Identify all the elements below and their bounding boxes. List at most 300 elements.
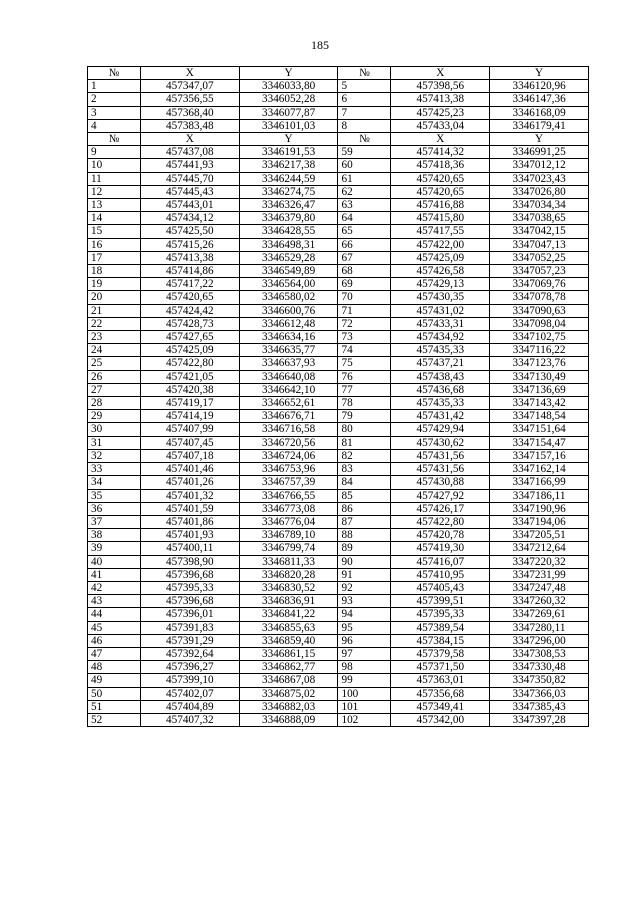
x-coordinate-cell: 457435,33: [391, 344, 490, 357]
table-row: [88, 647, 589, 660]
x-coordinate-cell: 457426,17: [391, 502, 490, 515]
table-row: [88, 278, 589, 291]
point-number-cell: 102: [338, 713, 391, 726]
y-coordinate-cell: 3347151,64: [490, 423, 589, 436]
y-coordinate-cell: 3346600,76: [239, 304, 338, 317]
point-number-cell: 10: [88, 159, 141, 172]
column-header: №: [338, 133, 391, 146]
point-number-cell: 64: [338, 212, 391, 225]
y-coordinate-cell: 3346168,09: [490, 106, 589, 119]
table-row: [88, 621, 589, 634]
y-coordinate-cell: 3347130,49: [490, 370, 589, 383]
point-number-cell: 3: [88, 106, 141, 119]
table-row: [88, 291, 589, 304]
x-coordinate-cell: 457396,68: [140, 568, 239, 581]
table-row: [88, 397, 589, 410]
table-row: [88, 344, 589, 357]
x-coordinate-cell: 457436,68: [391, 383, 490, 396]
column-header: Y: [490, 67, 589, 80]
y-coordinate-cell: 3346635,77: [239, 344, 338, 357]
table-row: [88, 674, 589, 687]
y-coordinate-cell: 3347078,78: [490, 291, 589, 304]
x-coordinate-cell: 457416,07: [391, 555, 490, 568]
y-coordinate-cell: 3347296,00: [490, 634, 589, 647]
y-coordinate-cell: 3346217,38: [239, 159, 338, 172]
point-number-cell: 19: [88, 278, 141, 291]
point-number-cell: 17: [88, 251, 141, 264]
point-number-cell: 91: [338, 568, 391, 581]
table-row: [88, 502, 589, 515]
x-coordinate-cell: 457431,56: [391, 449, 490, 462]
table-row: [88, 608, 589, 621]
column-header: Y: [490, 133, 589, 146]
point-number-cell: 41: [88, 568, 141, 581]
x-coordinate-cell: 457413,38: [140, 251, 239, 264]
column-header: X: [391, 67, 490, 80]
x-coordinate-cell: 457418,36: [391, 159, 490, 172]
y-coordinate-cell: 3346882,03: [239, 700, 338, 713]
x-coordinate-cell: 457389,54: [391, 621, 490, 634]
y-coordinate-cell: 3346789,10: [239, 529, 338, 542]
table-row: [88, 304, 589, 317]
x-coordinate-cell: 457424,42: [140, 304, 239, 317]
x-coordinate-cell: 457391,29: [140, 634, 239, 647]
y-coordinate-cell: 3346820,28: [239, 568, 338, 581]
x-coordinate-cell: 457356,55: [140, 93, 239, 106]
y-coordinate-cell: 3347220,32: [490, 555, 589, 568]
point-number-cell: 36: [88, 502, 141, 515]
point-number-cell: 22: [88, 317, 141, 330]
x-coordinate-cell: 457420,78: [391, 529, 490, 542]
table-row: [88, 423, 589, 436]
y-coordinate-cell: 3347047,13: [490, 238, 589, 251]
point-number-cell: 69: [338, 278, 391, 291]
point-number-cell: 4: [88, 119, 141, 132]
column-header: X: [391, 133, 490, 146]
y-coordinate-cell: 3347194,06: [490, 515, 589, 528]
y-coordinate-cell: 3347034,34: [490, 199, 589, 212]
y-coordinate-cell: 3346634,16: [239, 331, 338, 344]
table-row: [88, 687, 589, 700]
point-number-cell: 28: [88, 397, 141, 410]
x-coordinate-cell: 457396,68: [140, 595, 239, 608]
x-coordinate-cell: 457420,65: [140, 291, 239, 304]
x-coordinate-cell: 457416,88: [391, 199, 490, 212]
point-number-cell: 65: [338, 225, 391, 238]
table-row: [88, 515, 589, 528]
y-coordinate-cell: 3347148,54: [490, 410, 589, 423]
x-coordinate-cell: 457414,86: [140, 265, 239, 278]
point-number-cell: 70: [338, 291, 391, 304]
table-row: [88, 370, 589, 383]
table-row: [88, 251, 589, 264]
x-coordinate-cell: 457401,59: [140, 502, 239, 515]
point-number-cell: 12: [88, 185, 141, 198]
table-row: [88, 489, 589, 502]
y-coordinate-cell: 3347157,16: [490, 449, 589, 462]
point-number-cell: 74: [338, 344, 391, 357]
table-row: [88, 357, 589, 370]
y-coordinate-cell: 3347154,47: [490, 436, 589, 449]
table-row: [88, 199, 589, 212]
point-number-cell: 52: [88, 713, 141, 726]
point-number-cell: 45: [88, 621, 141, 634]
point-number-cell: 78: [338, 397, 391, 410]
x-coordinate-cell: 457414,32: [391, 146, 490, 159]
y-coordinate-cell: 3347069,76: [490, 278, 589, 291]
point-number-cell: 49: [88, 674, 141, 687]
y-coordinate-cell: 3346244,59: [239, 172, 338, 185]
y-coordinate-cell: 3346861,15: [239, 647, 338, 660]
point-number-cell: 37: [88, 515, 141, 528]
y-coordinate-cell: 3347143,42: [490, 397, 589, 410]
table-row: [88, 383, 589, 396]
point-number-cell: 38: [88, 529, 141, 542]
point-number-cell: 23: [88, 331, 141, 344]
x-coordinate-cell: 457400,11: [140, 542, 239, 555]
y-coordinate-cell: 3347212,64: [490, 542, 589, 555]
y-coordinate-cell: 3347205,51: [490, 529, 589, 542]
point-number-cell: 83: [338, 463, 391, 476]
y-coordinate-cell: 3346676,71: [239, 410, 338, 423]
y-coordinate-cell: 3346855,63: [239, 621, 338, 634]
point-number-cell: 13: [88, 199, 141, 212]
x-coordinate-cell: 457407,45: [140, 436, 239, 449]
table-row: [88, 80, 589, 93]
x-coordinate-cell: 457443,01: [140, 199, 239, 212]
point-number-cell: 40: [88, 555, 141, 568]
table-row: [88, 146, 589, 159]
point-number-cell: 27: [88, 383, 141, 396]
y-coordinate-cell: 3346498,31: [239, 238, 338, 251]
table-row: [88, 555, 589, 568]
point-number-cell: 39: [88, 542, 141, 555]
y-coordinate-cell: 3347186,11: [490, 489, 589, 502]
y-coordinate-cell: 3346859,40: [239, 634, 338, 647]
x-coordinate-cell: 457404,89: [140, 700, 239, 713]
x-coordinate-cell: 457401,26: [140, 476, 239, 489]
table-row: [88, 529, 589, 542]
x-coordinate-cell: 457401,46: [140, 463, 239, 476]
point-number-cell: 44: [88, 608, 141, 621]
y-coordinate-cell: 3347136,69: [490, 383, 589, 396]
x-coordinate-cell: 457429,94: [391, 423, 490, 436]
point-number-cell: 67: [338, 251, 391, 264]
x-coordinate-cell: 457342,00: [391, 713, 490, 726]
table-row: [88, 172, 589, 185]
point-number-cell: 77: [338, 383, 391, 396]
table-row: [88, 542, 589, 555]
table-row: [88, 700, 589, 713]
point-number-cell: 51: [88, 700, 141, 713]
x-coordinate-cell: 457396,01: [140, 608, 239, 621]
x-coordinate-cell: 457427,65: [140, 331, 239, 344]
column-header: Y: [239, 67, 338, 80]
x-coordinate-cell: 457417,22: [140, 278, 239, 291]
point-number-cell: 59: [338, 146, 391, 159]
x-coordinate-cell: 457401,86: [140, 515, 239, 528]
point-number-cell: 94: [338, 608, 391, 621]
y-coordinate-cell: 3346549,89: [239, 265, 338, 278]
point-number-cell: 24: [88, 344, 141, 357]
x-coordinate-cell: 457430,35: [391, 291, 490, 304]
column-header: №: [338, 67, 391, 80]
x-coordinate-cell: 457379,58: [391, 647, 490, 660]
table-header-row: [88, 67, 589, 80]
y-coordinate-cell: 3346274,75: [239, 185, 338, 198]
point-number-cell: 87: [338, 515, 391, 528]
table-row: [88, 436, 589, 449]
y-coordinate-cell: 3347026,80: [490, 185, 589, 198]
point-number-cell: 79: [338, 410, 391, 423]
x-coordinate-cell: 457407,32: [140, 713, 239, 726]
y-coordinate-cell: 3347166,99: [490, 476, 589, 489]
table-row: [88, 185, 589, 198]
x-coordinate-cell: 457425,23: [391, 106, 490, 119]
y-coordinate-cell: 3346101,03: [239, 119, 338, 132]
y-coordinate-cell: 3347308,53: [490, 647, 589, 660]
x-coordinate-cell: 457429,13: [391, 278, 490, 291]
point-number-cell: 86: [338, 502, 391, 515]
y-coordinate-cell: 3347102,75: [490, 331, 589, 344]
y-coordinate-cell: 3347260,32: [490, 595, 589, 608]
y-coordinate-cell: 3347123,76: [490, 357, 589, 370]
y-coordinate-cell: 3347269,61: [490, 608, 589, 621]
x-coordinate-cell: 457421,05: [140, 370, 239, 383]
y-coordinate-cell: 3346888,09: [239, 713, 338, 726]
y-coordinate-cell: 3347042,15: [490, 225, 589, 238]
x-coordinate-cell: 457414,19: [140, 410, 239, 423]
point-number-cell: 80: [338, 423, 391, 436]
point-number-cell: 50: [88, 687, 141, 700]
x-coordinate-cell: 457363,01: [391, 674, 490, 687]
x-coordinate-cell: 457384,15: [391, 634, 490, 647]
y-coordinate-cell: 3346120,96: [490, 80, 589, 93]
table-row: [88, 661, 589, 674]
point-number-cell: 21: [88, 304, 141, 317]
point-number-cell: 96: [338, 634, 391, 647]
x-coordinate-cell: 457428,73: [140, 317, 239, 330]
y-coordinate-cell: 3347098,04: [490, 317, 589, 330]
table-row: [88, 212, 589, 225]
y-coordinate-cell: 3347023,43: [490, 172, 589, 185]
table-row: [88, 106, 589, 119]
x-coordinate-cell: 457405,43: [391, 581, 490, 594]
point-number-cell: 33: [88, 463, 141, 476]
point-number-cell: 26: [88, 370, 141, 383]
table-row: [88, 119, 589, 132]
point-number-cell: 72: [338, 317, 391, 330]
point-number-cell: 47: [88, 647, 141, 660]
y-coordinate-cell: 3347052,25: [490, 251, 589, 264]
x-coordinate-cell: 457347,07: [140, 80, 239, 93]
x-coordinate-cell: 457420,65: [391, 172, 490, 185]
y-coordinate-cell: 3346716,58: [239, 423, 338, 436]
table-row: [88, 595, 589, 608]
x-coordinate-cell: 457427,92: [391, 489, 490, 502]
x-coordinate-cell: 457401,93: [140, 529, 239, 542]
point-number-cell: 61: [338, 172, 391, 185]
x-coordinate-cell: 457433,31: [391, 317, 490, 330]
point-number-cell: 75: [338, 357, 391, 370]
x-coordinate-cell: 457391,83: [140, 621, 239, 634]
y-coordinate-cell: 3347280,11: [490, 621, 589, 634]
y-coordinate-cell: 3346799,74: [239, 542, 338, 555]
point-number-cell: 34: [88, 476, 141, 489]
point-number-cell: 95: [338, 621, 391, 634]
x-coordinate-cell: 457420,65: [391, 185, 490, 198]
x-coordinate-cell: 457431,42: [391, 410, 490, 423]
x-coordinate-cell: 457368,40: [140, 106, 239, 119]
page-number: 185: [311, 38, 329, 52]
point-number-cell: 82: [338, 449, 391, 462]
y-coordinate-cell: 3346757,39: [239, 476, 338, 489]
y-coordinate-cell: 3346720,56: [239, 436, 338, 449]
column-header: X: [140, 67, 239, 80]
point-number-cell: 46: [88, 634, 141, 647]
x-coordinate-cell: 457431,56: [391, 463, 490, 476]
table-row: [88, 238, 589, 251]
x-coordinate-cell: 457419,30: [391, 542, 490, 555]
point-number-cell: 85: [338, 489, 391, 502]
y-coordinate-cell: 3347090,63: [490, 304, 589, 317]
x-coordinate-cell: 457356,68: [391, 687, 490, 700]
x-coordinate-cell: 457395,33: [391, 608, 490, 621]
point-number-cell: 42: [88, 581, 141, 594]
point-number-cell: 35: [88, 489, 141, 502]
y-coordinate-cell: 3346033,80: [239, 80, 338, 93]
y-coordinate-cell: 3347038,65: [490, 212, 589, 225]
point-number-cell: 14: [88, 212, 141, 225]
table-row: [88, 317, 589, 330]
x-coordinate-cell: 457433,04: [391, 119, 490, 132]
table-row: [88, 159, 589, 172]
point-number-cell: 25: [88, 357, 141, 370]
x-coordinate-cell: 457410,95: [391, 568, 490, 581]
x-coordinate-cell: 457417,55: [391, 225, 490, 238]
y-coordinate-cell: 3347397,28: [490, 713, 589, 726]
point-number-cell: 98: [338, 661, 391, 674]
point-number-cell: 101: [338, 700, 391, 713]
y-coordinate-cell: 3346529,28: [239, 251, 338, 264]
table-row: [88, 568, 589, 581]
point-number-cell: 8: [338, 119, 391, 132]
x-coordinate-cell: 457434,92: [391, 331, 490, 344]
point-number-cell: 76: [338, 370, 391, 383]
y-coordinate-cell: 3347330,48: [490, 661, 589, 674]
column-header: №: [88, 67, 141, 80]
point-number-cell: 93: [338, 595, 391, 608]
x-coordinate-cell: 457437,08: [140, 146, 239, 159]
point-number-cell: 16: [88, 238, 141, 251]
point-number-cell: 71: [338, 304, 391, 317]
x-coordinate-cell: 457422,00: [391, 238, 490, 251]
table-row: [88, 713, 589, 726]
table-row: [88, 449, 589, 462]
point-number-cell: 6: [338, 93, 391, 106]
y-coordinate-cell: 3346867,08: [239, 674, 338, 687]
point-number-cell: 32: [88, 449, 141, 462]
y-coordinate-cell: 3347190,96: [490, 502, 589, 515]
point-number-cell: 2: [88, 93, 141, 106]
point-number-cell: 31: [88, 436, 141, 449]
point-number-cell: 11: [88, 172, 141, 185]
x-coordinate-cell: 457426,58: [391, 265, 490, 278]
point-number-cell: 18: [88, 265, 141, 278]
x-coordinate-cell: 457441,93: [140, 159, 239, 172]
y-coordinate-cell: 3346811,33: [239, 555, 338, 568]
point-number-cell: 68: [338, 265, 391, 278]
y-coordinate-cell: 3347247,48: [490, 581, 589, 594]
x-coordinate-cell: 457395,33: [140, 581, 239, 594]
point-number-cell: 30: [88, 423, 141, 436]
x-coordinate-cell: 457420,38: [140, 383, 239, 396]
table-row: [88, 463, 589, 476]
x-coordinate-cell: 457445,43: [140, 185, 239, 198]
x-coordinate-cell: 457349,41: [391, 700, 490, 713]
y-coordinate-cell: 3347350,82: [490, 674, 589, 687]
point-number-cell: 43: [88, 595, 141, 608]
point-number-cell: 63: [338, 199, 391, 212]
y-coordinate-cell: 3346773,08: [239, 502, 338, 515]
x-coordinate-cell: 457398,90: [140, 555, 239, 568]
x-coordinate-cell: 457407,99: [140, 423, 239, 436]
x-coordinate-cell: 457422,80: [140, 357, 239, 370]
x-coordinate-cell: 457399,51: [391, 595, 490, 608]
x-coordinate-cell: 457415,26: [140, 238, 239, 251]
y-coordinate-cell: 3346191,53: [239, 146, 338, 159]
y-coordinate-cell: 3346766,55: [239, 489, 338, 502]
table-row: [88, 581, 589, 594]
point-number-cell: 5: [338, 80, 391, 93]
y-coordinate-cell: 3347057,23: [490, 265, 589, 278]
point-number-cell: 81: [338, 436, 391, 449]
x-coordinate-cell: 457413,38: [391, 93, 490, 106]
x-coordinate-cell: 457425,09: [140, 344, 239, 357]
y-coordinate-cell: 3346052,28: [239, 93, 338, 106]
x-coordinate-cell: 457431,02: [391, 304, 490, 317]
x-coordinate-cell: 457425,09: [391, 251, 490, 264]
x-coordinate-cell: 457422,80: [391, 515, 490, 528]
x-coordinate-cell: 457419,17: [140, 397, 239, 410]
y-coordinate-cell: 3346077,87: [239, 106, 338, 119]
y-coordinate-cell: 3347012,12: [490, 159, 589, 172]
x-coordinate-cell: 457407,18: [140, 449, 239, 462]
y-coordinate-cell: 3346147,36: [490, 93, 589, 106]
point-number-cell: 89: [338, 542, 391, 555]
table-row: [88, 331, 589, 344]
point-number-cell: 20: [88, 291, 141, 304]
x-coordinate-cell: 457434,12: [140, 212, 239, 225]
y-coordinate-cell: 3346652,61: [239, 397, 338, 410]
y-coordinate-cell: 3346836,91: [239, 595, 338, 608]
table-row: [88, 265, 589, 278]
x-coordinate-cell: 457402,07: [140, 687, 239, 700]
column-header: Y: [239, 133, 338, 146]
point-number-cell: 1: [88, 80, 141, 93]
x-coordinate-cell: 457430,62: [391, 436, 490, 449]
y-coordinate-cell: 3346841,22: [239, 608, 338, 621]
point-number-cell: 97: [338, 647, 391, 660]
point-number-cell: 9: [88, 146, 141, 159]
y-coordinate-cell: 3346564,00: [239, 278, 338, 291]
table-row: [88, 93, 589, 106]
y-coordinate-cell: 3346724,06: [239, 449, 338, 462]
x-coordinate-cell: 457430,88: [391, 476, 490, 489]
y-coordinate-cell: 3346637,93: [239, 357, 338, 370]
y-coordinate-cell: 3346379,80: [239, 212, 338, 225]
x-coordinate-cell: 457445,70: [140, 172, 239, 185]
